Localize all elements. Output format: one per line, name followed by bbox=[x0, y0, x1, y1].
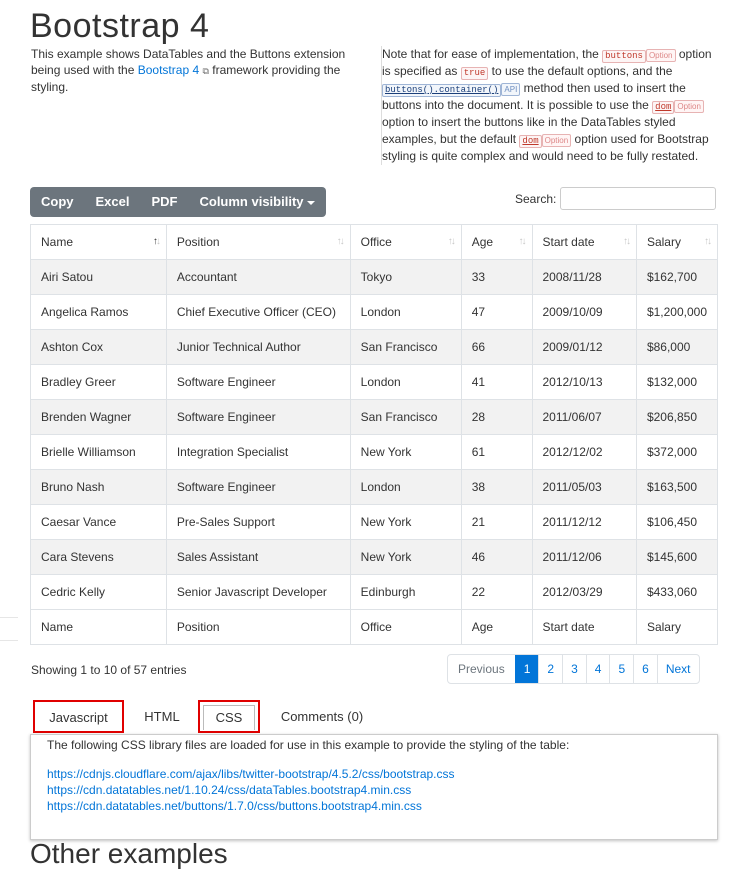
table-row[interactable] bbox=[31, 575, 718, 610]
cell-name: Cedric Kelly bbox=[31, 575, 167, 610]
cell-name: Brielle Williamson bbox=[31, 435, 167, 470]
css-link[interactable]: https://cdn.datatables.net/buttons/1.7.0/css/buttons.bootstrap4.min.css bbox=[47, 799, 422, 813]
header-row bbox=[31, 225, 718, 260]
cell-position: Sales Assistant bbox=[166, 540, 350, 575]
pdf-button[interactable]: PDF bbox=[151, 194, 178, 209]
page-title: Bootstrap 4 bbox=[30, 7, 210, 45]
cell-name: Angelica Ramos bbox=[31, 295, 167, 330]
cell-position: Accountant bbox=[166, 260, 350, 295]
sort-asc-icon: ↑↓ bbox=[152, 236, 159, 247]
cell-age: 28 bbox=[461, 400, 532, 435]
css-link-list bbox=[47, 766, 455, 814]
cell-age: 47 bbox=[461, 295, 532, 330]
column-header-salary[interactable]: Salary ↑↓ bbox=[636, 225, 717, 260]
sort-icon: ↑↓ bbox=[447, 236, 454, 247]
column-footer-office: Office bbox=[350, 610, 461, 645]
page-button-6[interactable]: 6 bbox=[633, 655, 657, 683]
table-row[interactable] bbox=[31, 540, 718, 575]
table-row[interactable] bbox=[31, 365, 718, 400]
cell-office: San Francisco bbox=[350, 400, 461, 435]
cell-age: 41 bbox=[461, 365, 532, 400]
data-table bbox=[30, 224, 718, 645]
cell-position: Pre-Sales Support bbox=[166, 505, 350, 540]
column-header-office[interactable]: Office ↑↓ bbox=[350, 225, 461, 260]
code-dom-2[interactable]: dom bbox=[519, 135, 541, 148]
cell-salary: $86,000 bbox=[636, 330, 717, 365]
table-row[interactable] bbox=[31, 470, 718, 505]
page-button-2[interactable]: 2 bbox=[538, 655, 562, 683]
code-dom[interactable]: dom bbox=[652, 101, 674, 114]
tab-javascript[interactable]: Javascript bbox=[33, 700, 124, 733]
search-label: Search: bbox=[515, 192, 557, 206]
other-examples-heading: Other examples bbox=[30, 838, 228, 869]
cell-salary: $206,850 bbox=[636, 400, 717, 435]
next-page-button[interactable]: Next bbox=[657, 655, 699, 683]
table-row[interactable] bbox=[31, 260, 718, 295]
column-footer-salary: Salary bbox=[636, 610, 717, 645]
sort-icon: ↑↓ bbox=[622, 236, 629, 247]
cell-office: Edinburgh bbox=[350, 575, 461, 610]
tab-html[interactable]: HTML bbox=[144, 709, 180, 724]
export-button-group bbox=[30, 187, 326, 217]
table-row[interactable] bbox=[31, 295, 718, 330]
cell-salary: $145,600 bbox=[636, 540, 717, 575]
cell-start-date: 2012/10/13 bbox=[532, 365, 636, 400]
cell-salary: $1,200,000 bbox=[636, 295, 717, 330]
cell-age: 46 bbox=[461, 540, 532, 575]
cell-position: Integration Specialist bbox=[166, 435, 350, 470]
column-header-position[interactable]: Position ↑↓ bbox=[166, 225, 350, 260]
cell-salary: $162,700 bbox=[636, 260, 717, 295]
bootstrap-link[interactable]: Bootstrap 4 bbox=[137, 63, 200, 77]
table-row[interactable] bbox=[31, 435, 718, 470]
tab-comments[interactable]: Comments (0) bbox=[280, 709, 364, 724]
cell-start-date: 2011/12/06 bbox=[532, 540, 636, 575]
option-badge-2: Option bbox=[674, 100, 704, 113]
cell-age: 61 bbox=[461, 435, 532, 470]
table-row[interactable] bbox=[31, 330, 718, 365]
sort-icon: ↑↓ bbox=[704, 236, 710, 247]
cell-position: Software Engineer bbox=[166, 400, 350, 435]
column-footer-name: Name bbox=[31, 610, 167, 645]
cell-name: Ashton Cox bbox=[31, 330, 167, 365]
cell-office: London bbox=[350, 295, 461, 330]
cell-position: Software Engineer bbox=[166, 365, 350, 400]
external-link-icon: ⧉ bbox=[202, 66, 209, 76]
cell-start-date: 2009/10/09 bbox=[532, 295, 636, 330]
cell-position: Software Engineer bbox=[166, 470, 350, 505]
intro-text-left: This example shows DataTables and the Buttons extension being used with the Bootstrap 4 ⧉ framework providing the styling. bbox=[31, 47, 346, 94]
cell-office: New York bbox=[350, 505, 461, 540]
css-panel-description: The following CSS library files are loaded for use in this example to provide the styling of the table: bbox=[47, 738, 570, 752]
cell-start-date: 2011/05/03 bbox=[532, 470, 636, 505]
cell-salary: $106,450 bbox=[636, 505, 717, 540]
cell-position: Chief Executive Officer (CEO) bbox=[166, 295, 350, 330]
column-visibility-button[interactable]: Column visibility bbox=[188, 187, 325, 217]
cell-office: Tokyo bbox=[350, 260, 461, 295]
column-header-start-date[interactable]: Start date ↑↓ bbox=[532, 225, 636, 260]
cell-name: Bruno Nash bbox=[31, 470, 167, 505]
css-tab-panel bbox=[30, 734, 718, 840]
cell-start-date: 2009/01/12 bbox=[532, 330, 636, 365]
cell-start-date: 2011/12/12 bbox=[532, 505, 636, 540]
code-buttons-container[interactable]: buttons().container() bbox=[382, 84, 501, 97]
code-buttons[interactable]: buttons bbox=[602, 50, 646, 63]
cell-office: London bbox=[350, 470, 461, 505]
previous-page-button[interactable]: Previous bbox=[458, 662, 505, 676]
cell-salary: $372,000 bbox=[636, 435, 717, 470]
column-header-name[interactable]: Name ↑↓ bbox=[31, 225, 167, 260]
cell-name: Caesar Vance bbox=[31, 505, 167, 540]
left-divider bbox=[0, 617, 18, 641]
caret-down-icon bbox=[307, 201, 315, 205]
page-button-4[interactable]: 4 bbox=[586, 655, 610, 683]
column-footer-start-date: Start date bbox=[532, 610, 636, 645]
cell-office: San Francisco bbox=[350, 330, 461, 365]
cell-office: New York bbox=[350, 435, 461, 470]
cell-salary: $433,060 bbox=[636, 575, 717, 610]
table-info: Showing 1 to 10 of 57 entries bbox=[31, 663, 187, 677]
sort-icon: ↑↓ bbox=[336, 236, 343, 247]
copy-button[interactable]: Copy bbox=[41, 194, 74, 209]
cell-salary: $132,000 bbox=[636, 365, 717, 400]
cell-office: New York bbox=[350, 540, 461, 575]
cell-office: London bbox=[350, 365, 461, 400]
cell-name: Bradley Greer bbox=[31, 365, 167, 400]
cell-age: 38 bbox=[461, 470, 532, 505]
cell-age: 22 bbox=[461, 575, 532, 610]
cell-name: Airi Satou bbox=[31, 260, 167, 295]
cell-age: 66 bbox=[461, 330, 532, 365]
css-link[interactable]: https://cdnjs.cloudflare.com/ajax/libs/twitter-bootstrap/4.5.2/css/bootstrap.css bbox=[47, 767, 455, 781]
cell-position: Senior Javascript Developer bbox=[166, 575, 350, 610]
option-badge: Option bbox=[646, 49, 676, 62]
page-button-3[interactable]: 3 bbox=[562, 655, 586, 683]
cell-age: 21 bbox=[461, 505, 532, 540]
search-input[interactable] bbox=[560, 187, 716, 210]
table-row[interactable] bbox=[31, 400, 718, 435]
cell-position: Junior Technical Author bbox=[166, 330, 350, 365]
page-button-5[interactable]: 5 bbox=[609, 655, 633, 683]
footer-row bbox=[31, 610, 718, 645]
cell-name: Cara Stevens bbox=[31, 540, 167, 575]
sort-icon: ↑↓ bbox=[518, 236, 525, 247]
cell-start-date: 2012/12/02 bbox=[532, 435, 636, 470]
pagination bbox=[447, 654, 700, 684]
cell-start-date: 2012/03/29 bbox=[532, 575, 636, 610]
intro-text-right: Note that for ease of implementation, the buttons Option option is specified as true to use the default options, and the buttons().container() API method then used to insert the buttons into the document. It is possible to use the dom Option option to insert the buttons like in the DataTables styled examples, but the default dom Option option used for Bootstrap styling is quite complex and would need to be fully restated. bbox=[381, 46, 722, 165]
column-footer-age: Age bbox=[461, 610, 532, 645]
css-link[interactable]: https://cdn.datatables.net/1.10.24/css/dataTables.bootstrap4.min.css bbox=[47, 783, 412, 797]
tab-css[interactable]: CSS bbox=[198, 700, 260, 733]
cell-salary: $163,500 bbox=[636, 470, 717, 505]
cell-age: 33 bbox=[461, 260, 532, 295]
excel-button[interactable]: Excel bbox=[95, 194, 130, 209]
page-button-1[interactable]: 1 bbox=[515, 655, 539, 683]
cell-name: Brenden Wagner bbox=[31, 400, 167, 435]
column-header-age[interactable]: Age ↑↓ bbox=[461, 225, 532, 260]
cell-start-date: 2011/06/07 bbox=[532, 400, 636, 435]
code-true: true bbox=[461, 67, 489, 80]
table-row[interactable] bbox=[31, 505, 718, 540]
cell-start-date: 2008/11/28 bbox=[532, 260, 636, 295]
column-footer-position: Position bbox=[166, 610, 350, 645]
api-badge: API bbox=[501, 83, 520, 96]
option-badge-3: Option bbox=[542, 134, 572, 147]
